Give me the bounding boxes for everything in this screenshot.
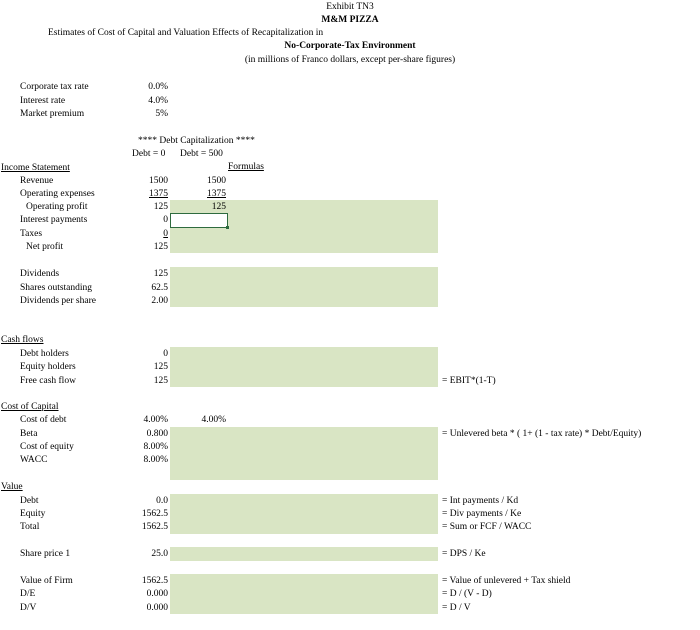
cost-of-debt-debt-500[interactable]: 4.00% <box>201 415 226 425</box>
value-debt-debt-0[interactable]: 0.0 <box>156 496 168 506</box>
interest-label: Interest payments <box>20 215 88 225</box>
beta-formula: = Unlevered beta * ( 1+ (1 - tax rate) * Debt/Equity) <box>442 429 642 439</box>
taxes-debt-0[interactable]: 0 <box>163 229 168 239</box>
value-total-formula: = Sum or FCF / WACC <box>442 522 532 532</box>
cost-of-equity-debt-0[interactable]: 8.00% <box>143 442 168 452</box>
op-profit-label: Operating profit <box>26 202 88 212</box>
market-premium-label: Market premium <box>20 109 85 119</box>
dps-debt-0[interactable]: 2.00 <box>151 296 168 306</box>
cost-of-equity-label: Cost of equity <box>20 442 74 452</box>
shares-outstanding-label: Shares outstanding <box>20 283 93 293</box>
company-name: M&M PIZZA <box>321 15 379 25</box>
value-of-firm-label: Value of Firm <box>20 576 73 586</box>
fcf-formula: = EBIT*(1-T) <box>442 376 496 386</box>
wacc-label: WACC <box>20 455 48 465</box>
value-equity-formula: = Div payments / Ke <box>442 509 522 519</box>
interest-rate-value[interactable]: 4.0% <box>148 96 168 106</box>
dividends-debt-0[interactable]: 125 <box>153 269 168 279</box>
value-debt-label: Debt <box>20 496 39 506</box>
market-premium-value[interactable]: 5% <box>155 109 168 119</box>
tax-rate-value[interactable]: 0.0% <box>148 82 168 92</box>
dv-debt-0[interactable]: 0.000 <box>146 603 168 613</box>
dv-label: D/V <box>20 603 37 613</box>
cash-flows-heading: Cash flows <box>1 335 44 345</box>
revenue-debt-500[interactable]: 1500 <box>207 176 226 186</box>
value-of-firm-formula: = Value of unlevered + Tax shield <box>442 576 571 586</box>
dv-formula: = D / V <box>442 603 471 613</box>
de-debt-0[interactable]: 0.000 <box>146 589 168 599</box>
share-price-formula: = DPS / Ke <box>442 549 486 559</box>
fill-handle[interactable] <box>226 226 229 229</box>
input-band-dividends <box>170 267 438 307</box>
share-price-label: Share price 1 <box>20 549 71 559</box>
debt-holders-label: Debt holders <box>20 349 69 359</box>
value-debt-formula: = Int payments / Kd <box>442 496 519 506</box>
report-title: Estimates of Cost of Capital and Valuation Effects of Recapitalization in <box>48 28 324 38</box>
beta-debt-0[interactable]: 0.800 <box>146 429 168 439</box>
de-label: D/E <box>20 589 36 599</box>
op-profit-debt-0[interactable]: 125 <box>153 202 168 212</box>
input-band-price <box>170 547 438 561</box>
tax-rate-label: Corporate tax rate <box>20 82 89 92</box>
units-note: (in millions of Franco dollars, except per-share figures) <box>244 55 456 65</box>
equity-holders-label: Equity holders <box>20 362 76 372</box>
column-header-debt-500: Debt = 500 <box>180 149 223 159</box>
equity-holders-debt-0[interactable]: 125 <box>153 362 168 372</box>
value-of-firm-debt-0[interactable]: 1562.5 <box>141 576 168 586</box>
cost-of-debt-label: Cost of debt <box>20 415 67 425</box>
net-profit-label: Net profit <box>26 242 64 252</box>
debt-holders-debt-0[interactable]: 0 <box>163 349 168 359</box>
revenue-debt-0[interactable]: 1500 <box>149 176 168 186</box>
selected-cell-interest-debt-500[interactable] <box>170 213 228 228</box>
dividends-label: Dividends <box>20 269 60 279</box>
op-profit-debt-500[interactable]: 125 <box>211 202 226 212</box>
debt-capitalization-banner: **** Debt Capitalization **** <box>138 136 255 146</box>
cost-of-capital-heading: Cost of Capital <box>1 402 59 412</box>
input-band-value <box>170 494 438 534</box>
beta-label: Beta <box>20 429 38 439</box>
input-band-firm <box>170 574 438 614</box>
share-price-debt-0[interactable]: 25.0 <box>151 549 168 559</box>
wacc-debt-0[interactable]: 8.00% <box>143 455 168 465</box>
input-band-cost <box>170 427 438 480</box>
opex-debt-0[interactable]: 1375 <box>149 189 168 199</box>
interest-rate-label: Interest rate <box>20 96 66 106</box>
fcf-label: Free cash flow <box>20 376 76 386</box>
exhibit-label: Exhibit TN3 <box>326 2 374 12</box>
interest-debt-0[interactable]: 0 <box>163 215 168 225</box>
cost-of-debt-debt-0[interactable]: 4.00% <box>143 415 168 425</box>
value-equity-label: Equity <box>20 509 46 519</box>
shares-outstanding-debt-0[interactable]: 62.5 <box>151 283 168 293</box>
value-equity-debt-0[interactable]: 1562.5 <box>141 509 168 519</box>
fcf-debt-0[interactable]: 125 <box>153 376 168 386</box>
income-statement-heading: Income Statement <box>1 163 70 173</box>
de-formula: = D / (V - D) <box>442 589 492 599</box>
formulas-header: Formulas <box>228 162 264 172</box>
value-total-debt-0[interactable]: 1562.5 <box>141 522 168 532</box>
net-profit-debt-0[interactable]: 125 <box>153 242 168 252</box>
taxes-label: Taxes <box>20 229 43 239</box>
value-total-label: Total <box>20 522 40 532</box>
opex-debt-500[interactable]: 1375 <box>207 189 226 199</box>
dps-label: Dividends per share <box>20 296 96 306</box>
opex-label: Operating expenses <box>20 189 95 199</box>
column-header-debt-0: Debt = 0 <box>132 149 166 159</box>
value-heading: Value <box>1 482 23 492</box>
revenue-label: Revenue <box>20 176 54 186</box>
input-band-cashflows <box>170 347 438 387</box>
environment-subtitle: No-Corporate-Tax Environment <box>284 41 416 51</box>
